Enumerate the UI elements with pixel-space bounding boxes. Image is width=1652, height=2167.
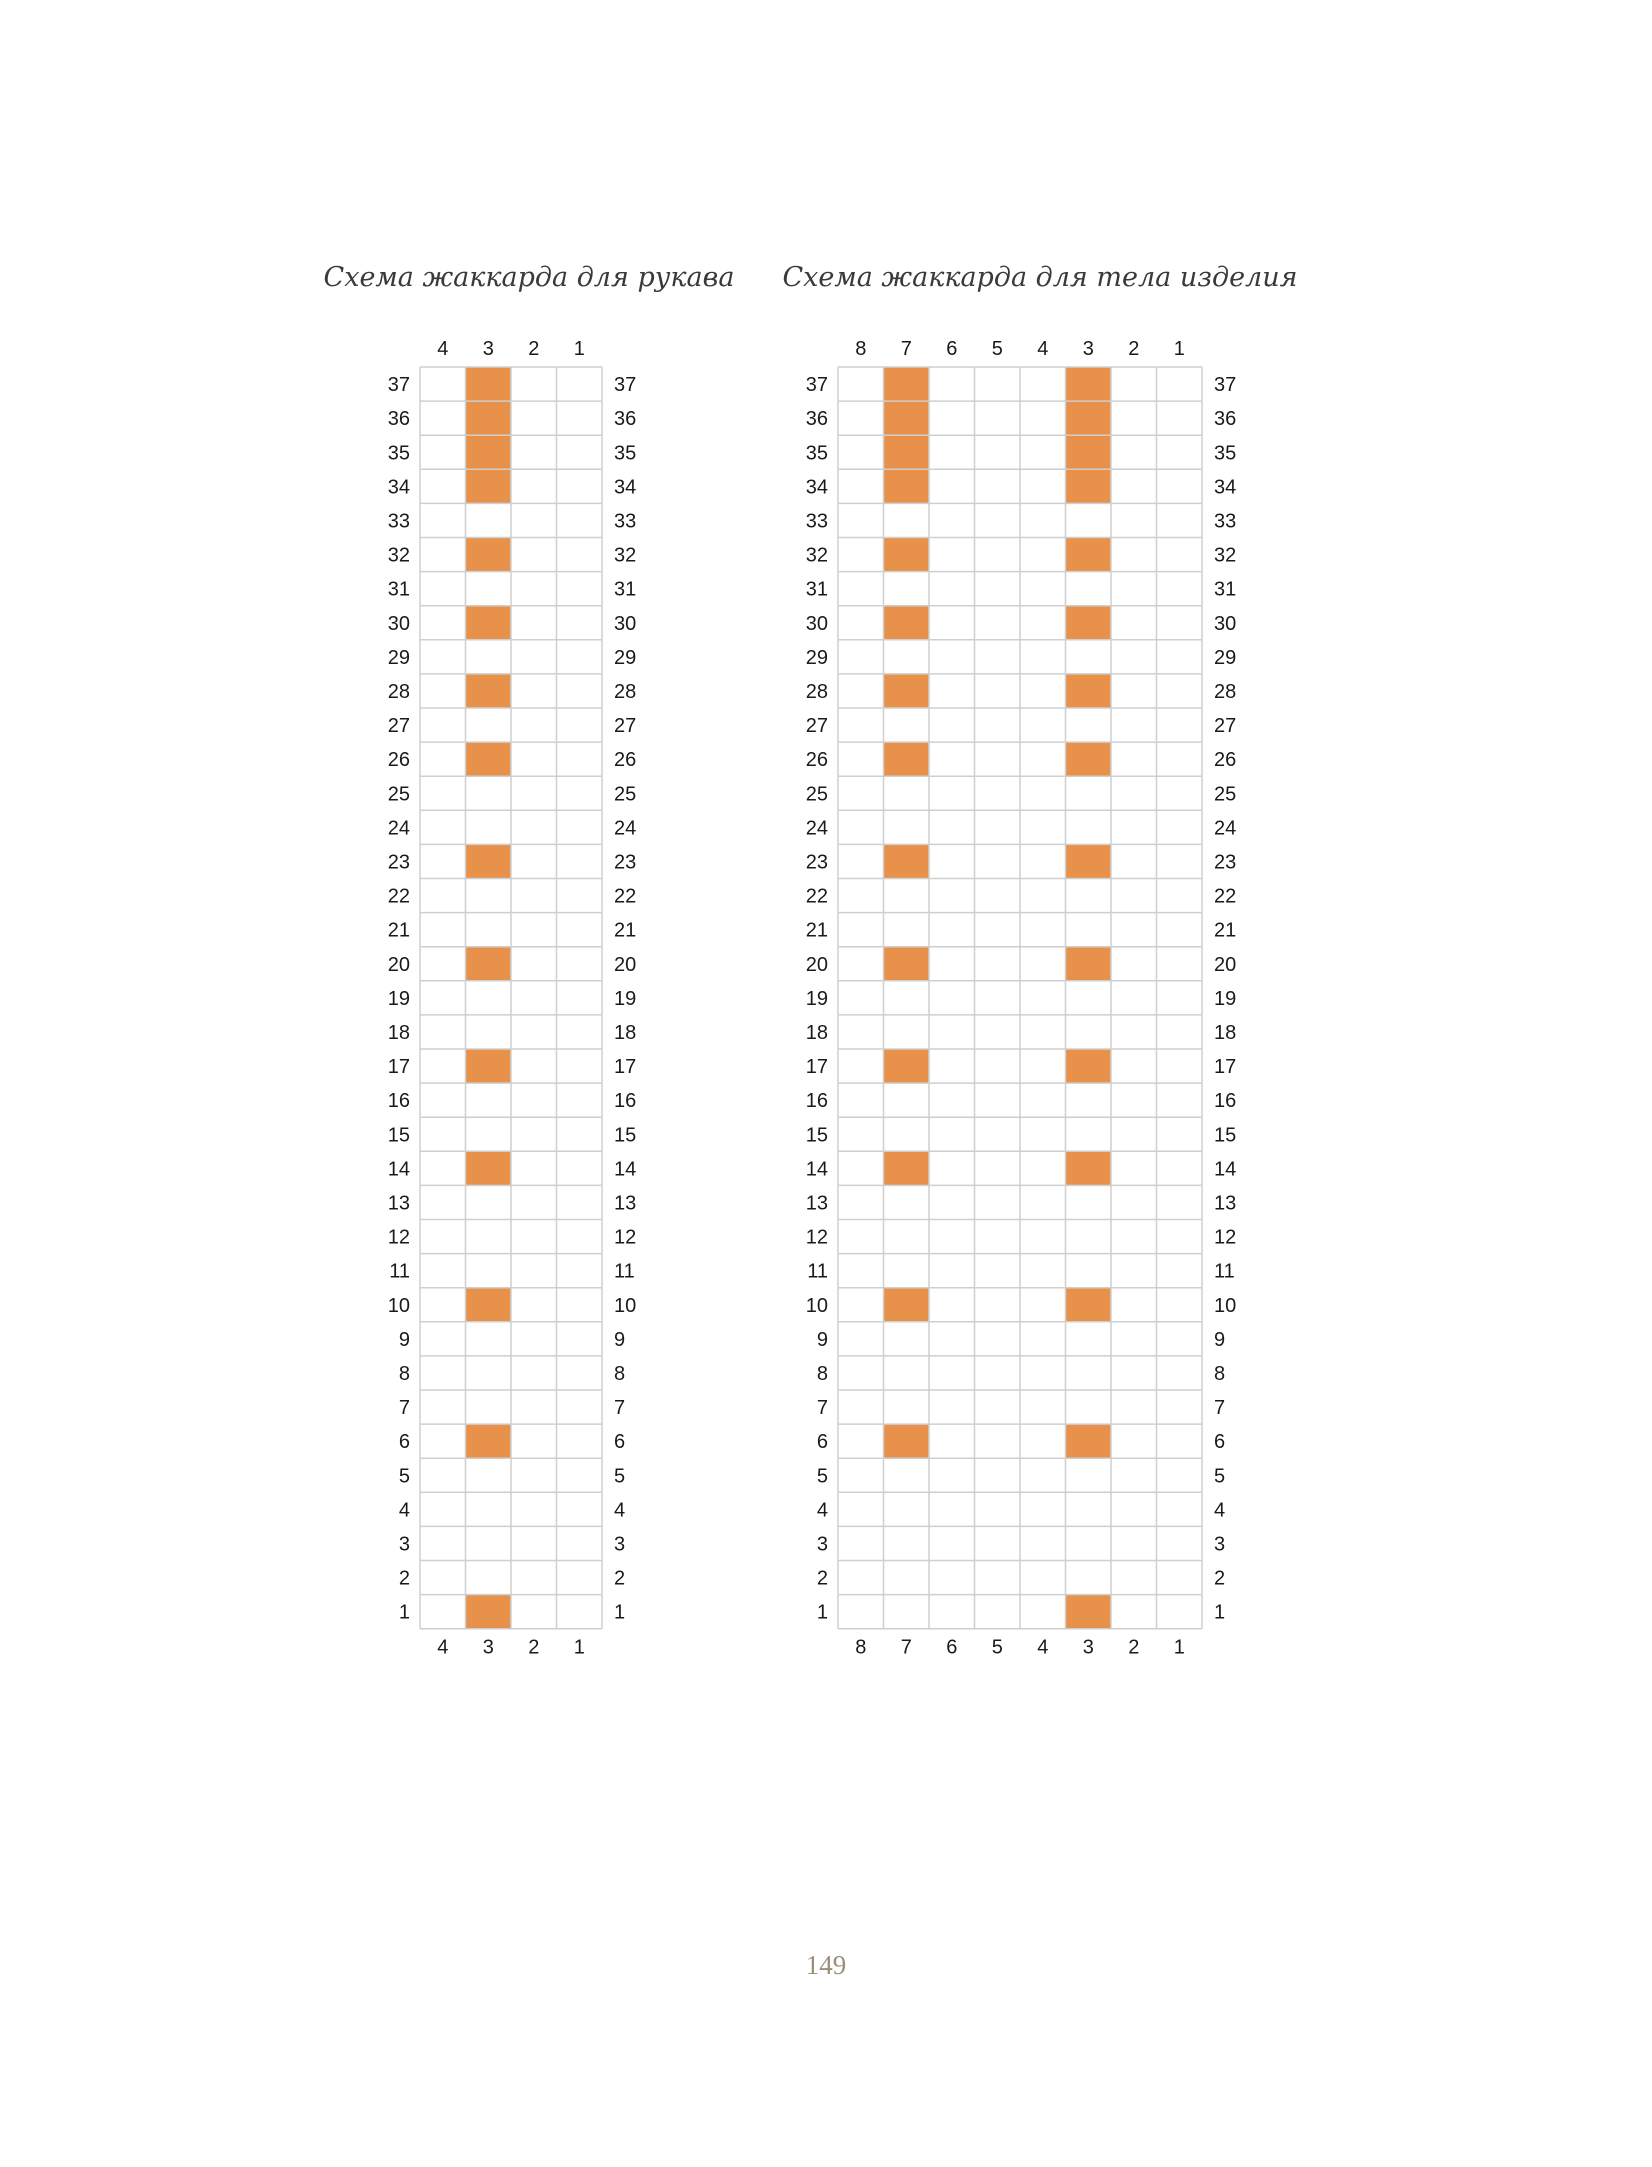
body-filled-cell [884, 947, 930, 981]
body-row-label: 18 [1214, 1021, 1237, 1044]
body-row-label: 22 [805, 885, 828, 908]
body-filled-cell [1066, 1151, 1112, 1185]
body-row-label: 7 [816, 1397, 828, 1420]
body-row-label: 23 [805, 851, 828, 874]
sleeve-filled-cell [466, 1049, 512, 1083]
body-filled-cell [884, 401, 930, 435]
body-row-label: 14 [1214, 1158, 1237, 1181]
body-column-label: 3 [1082, 1636, 1094, 1659]
sleeve-row-label: 34 [387, 476, 410, 499]
body-row-label: 9 [1214, 1328, 1226, 1351]
sleeve-row-label: 10 [614, 1294, 637, 1317]
body-row-label: 36 [805, 408, 828, 431]
body-row-label: 33 [805, 510, 828, 533]
sleeve-row-label: 6 [614, 1431, 626, 1454]
sleeve-row-label: 25 [614, 783, 637, 806]
sleeve-row-label: 37 [387, 374, 410, 397]
sleeve-row-label: 29 [614, 646, 637, 669]
sleeve-row-label: 9 [398, 1328, 410, 1351]
body-filled-cell [884, 469, 930, 503]
body-row-label: 30 [1214, 612, 1237, 635]
body-filled-cell [1066, 435, 1112, 469]
body-row-label: 21 [1214, 919, 1237, 942]
body-filled-cell [884, 1424, 930, 1458]
body-row-label: 29 [1214, 646, 1237, 669]
sleeve-filled-cell [466, 1424, 512, 1458]
sleeve-row-label: 4 [614, 1499, 626, 1522]
sleeve-row-label: 18 [387, 1021, 410, 1044]
body-filled-cell [1066, 538, 1112, 572]
body-row-label: 2 [816, 1567, 828, 1590]
body-column-label: 5 [991, 1636, 1003, 1659]
body-column-label: 4 [1037, 1636, 1049, 1659]
body-chart-title: Схема жаккарда для тела изделия [782, 262, 1298, 293]
sleeve-row-label: 21 [387, 919, 410, 942]
sleeve-row-label: 4 [398, 1499, 410, 1522]
sleeve-row-label: 26 [387, 749, 410, 772]
body-row-label: 13 [805, 1192, 828, 1215]
body-row-label: 26 [1214, 749, 1237, 772]
body-row-label: 30 [805, 612, 828, 635]
sleeve-row-label: 36 [614, 408, 637, 431]
sleeve-row-label: 13 [387, 1192, 410, 1215]
sleeve-row-label: 21 [614, 919, 637, 942]
sleeve-row-label: 12 [614, 1226, 637, 1249]
sleeve-row-label: 16 [614, 1090, 637, 1113]
sleeve-row-label: 14 [614, 1158, 637, 1181]
sleeve-filled-cell [466, 1151, 512, 1185]
sleeve-row-label: 29 [387, 646, 410, 669]
sleeve-row-label: 24 [387, 817, 410, 840]
sleeve-column-label: 1 [573, 338, 585, 360]
sleeve-row-label: 33 [387, 510, 410, 533]
sleeve-row-label: 36 [387, 408, 410, 431]
body-filled-cell [884, 742, 930, 776]
body-filled-cell [884, 1049, 930, 1083]
body-column-label: 1 [1173, 338, 1185, 360]
body-filled-cell [1066, 742, 1112, 776]
sleeve-row-label: 18 [614, 1021, 637, 1044]
body-filled-cell [1066, 844, 1112, 878]
body-filled-cell [1066, 674, 1112, 708]
body-row-label: 1 [816, 1601, 828, 1624]
sleeve-row-label: 3 [398, 1533, 410, 1556]
sleeve-filled-cell [466, 367, 512, 401]
sleeve-row-label: 8 [398, 1362, 410, 1385]
body-row-label: 29 [805, 646, 828, 669]
body-row-label: 3 [1214, 1533, 1226, 1556]
body-row-label: 10 [805, 1294, 828, 1317]
sleeve-row-label: 1 [398, 1601, 410, 1624]
body-column-label: 2 [1128, 338, 1140, 360]
sleeve-row-label: 11 [614, 1260, 635, 1283]
body-filled-cell [884, 606, 930, 640]
sleeve-row-label: 28 [614, 680, 637, 703]
body-row-label: 33 [1214, 510, 1237, 533]
body-column-label: 1 [1173, 1636, 1185, 1659]
body-column-label: 7 [900, 1636, 912, 1659]
body-column-label: 6 [946, 338, 958, 360]
body-row-label: 18 [805, 1021, 828, 1044]
body-row-label: 26 [805, 749, 828, 772]
sleeve-row-label: 7 [614, 1397, 626, 1420]
sleeve-row-label: 23 [387, 851, 410, 874]
body-row-label: 12 [805, 1226, 828, 1249]
body-row-label: 27 [1214, 715, 1237, 738]
sleeve-row-label: 2 [614, 1567, 626, 1590]
sleeve-filled-cell [466, 742, 512, 776]
sleeve-row-label: 5 [398, 1465, 410, 1488]
sleeve-row-label: 7 [398, 1397, 410, 1420]
body-row-label: 37 [805, 374, 828, 397]
sleeve-filled-cell [466, 606, 512, 640]
sleeve-column-label: 3 [482, 338, 494, 360]
sleeve-row-label: 30 [387, 612, 410, 635]
sleeve-column-label: 1 [573, 1636, 585, 1659]
body-row-label: 31 [1214, 578, 1237, 601]
sleeve-row-label: 37 [614, 374, 637, 397]
body-row-label: 32 [1214, 544, 1237, 567]
sleeve-filled-cell [466, 401, 512, 435]
sleeve-row-label: 10 [387, 1294, 410, 1317]
body-row-label: 27 [805, 715, 828, 738]
body-row-label: 31 [805, 578, 828, 601]
sleeve-row-label: 8 [614, 1362, 626, 1385]
body-column-label: 7 [900, 338, 912, 360]
body-filled-cell [1066, 367, 1112, 401]
sleeve-filled-cell [466, 469, 512, 503]
body-row-label: 6 [1214, 1431, 1226, 1454]
sleeve-row-label: 17 [614, 1056, 637, 1079]
sleeve-filled-cell [466, 844, 512, 878]
body-filled-cell [1066, 469, 1112, 503]
sleeve-filled-cell [466, 1288, 512, 1322]
body-filled-cell [1066, 606, 1112, 640]
sleeve-filled-cell [466, 674, 512, 708]
sleeve-column-label: 4 [437, 1636, 449, 1659]
body-filled-cell [1066, 1424, 1112, 1458]
body-row-label: 10 [1214, 1294, 1237, 1317]
body-column-label: 8 [855, 338, 867, 360]
sleeve-row-label: 27 [387, 715, 410, 738]
sleeve-row-label: 31 [614, 578, 637, 601]
sleeve-row-label: 30 [614, 612, 637, 635]
body-row-label: 20 [1214, 953, 1237, 976]
body-row-label: 20 [805, 953, 828, 976]
body-row-label: 34 [805, 476, 828, 499]
sleeve-row-label: 20 [387, 953, 410, 976]
body-row-label: 28 [805, 680, 828, 703]
sleeve-row-label: 32 [614, 544, 637, 567]
body-row-label: 17 [805, 1056, 828, 1079]
body-row-label: 14 [805, 1158, 828, 1181]
sleeve-row-label: 6 [398, 1431, 410, 1454]
sleeve-row-label: 20 [614, 953, 637, 976]
body-row-label: 25 [1214, 783, 1237, 806]
body-row-label: 15 [1214, 1124, 1237, 1147]
body-filled-cell [884, 435, 930, 469]
body-filled-cell [884, 1151, 930, 1185]
page-number: 149 [805, 1950, 847, 1980]
body-row-label: 16 [805, 1090, 828, 1113]
body-row-label: 21 [805, 919, 828, 942]
body-filled-cell [1066, 1288, 1112, 1322]
sleeve-row-label: 13 [614, 1192, 637, 1215]
body-row-label: 17 [1214, 1056, 1237, 1079]
sleeve-row-label: 28 [387, 680, 410, 703]
body-row-label: 12 [1214, 1226, 1237, 1249]
body-row-label: 5 [816, 1465, 828, 1488]
sleeve-filled-cell [466, 435, 512, 469]
sleeve-row-label: 35 [614, 442, 637, 465]
body-column-label: 3 [1082, 338, 1094, 360]
body-filled-cell [884, 538, 930, 572]
body-row-label: 24 [805, 817, 828, 840]
body-row-label: 4 [1214, 1499, 1226, 1522]
body-row-label: 36 [1214, 408, 1237, 431]
sleeve-row-label: 15 [387, 1124, 410, 1147]
sleeve-row-label: 5 [614, 1465, 626, 1488]
sleeve-row-label: 25 [387, 783, 410, 806]
sleeve-row-label: 16 [387, 1090, 410, 1113]
sleeve-row-label: 14 [387, 1158, 410, 1181]
body-row-label: 16 [1214, 1090, 1237, 1113]
body-filled-cell [884, 844, 930, 878]
sleeve-row-label: 9 [614, 1328, 626, 1351]
body-row-label: 19 [805, 987, 828, 1010]
sleeve-row-label: 35 [387, 442, 410, 465]
sleeve-row-label: 19 [614, 987, 637, 1010]
sleeve-row-label: 24 [614, 817, 637, 840]
body-filled-cell [884, 1288, 930, 1322]
body-filled-cell [884, 367, 930, 401]
body-row-label: 7 [1214, 1397, 1226, 1420]
body-row-label: 35 [805, 442, 828, 465]
sleeve-row-label: 31 [387, 578, 410, 601]
body-filled-cell [1066, 1049, 1112, 1083]
sleeve-chart-title: Схема жаккарда для рукава [323, 262, 735, 293]
sleeve-filled-cell [466, 1595, 512, 1629]
body-column-label: 5 [991, 338, 1003, 360]
body-row-label: 9 [816, 1328, 828, 1351]
body-row-label: 1 [1214, 1601, 1226, 1624]
sleeve-column-label: 2 [528, 1636, 540, 1659]
sleeve-filled-cell [466, 538, 512, 572]
sleeve-row-label: 15 [614, 1124, 637, 1147]
body-column-label: 8 [855, 1636, 867, 1659]
sleeve-row-label: 34 [614, 476, 637, 499]
body-column-label: 6 [946, 1636, 958, 1659]
sleeve-row-label: 23 [614, 851, 637, 874]
body-row-label: 23 [1214, 851, 1237, 874]
sleeve-row-label: 27 [614, 715, 637, 738]
sleeve-row-label: 26 [614, 749, 637, 772]
body-row-label: 19 [1214, 987, 1237, 1010]
body-row-label: 2 [1214, 1567, 1226, 1590]
body-row-label: 11 [1214, 1260, 1235, 1283]
sleeve-column-label: 3 [482, 1636, 494, 1659]
sleeve-row-label: 1 [614, 1601, 626, 1624]
body-filled-cell [1066, 1595, 1112, 1629]
sleeve-row-label: 33 [614, 510, 637, 533]
body-filled-cell [1066, 947, 1112, 981]
sleeve-row-label: 17 [387, 1056, 410, 1079]
body-row-label: 25 [805, 783, 828, 806]
body-row-label: 13 [1214, 1192, 1237, 1215]
body-row-label: 4 [816, 1499, 828, 1522]
body-row-label: 3 [816, 1533, 828, 1556]
sleeve-row-label: 12 [387, 1226, 410, 1249]
body-row-label: 37 [1214, 374, 1237, 397]
body-row-label: 28 [1214, 680, 1237, 703]
sleeve-row-label: 22 [387, 885, 410, 908]
body-filled-cell [884, 674, 930, 708]
body-row-label: 8 [816, 1362, 828, 1385]
body-row-label: 15 [805, 1124, 828, 1147]
body-row-label: 5 [1214, 1465, 1226, 1488]
sleeve-row-label: 2 [398, 1567, 410, 1590]
body-column-label: 2 [1128, 1636, 1140, 1659]
body-row-label: 34 [1214, 476, 1237, 499]
body-row-label: 6 [816, 1431, 828, 1454]
body-row-label: 32 [805, 544, 828, 567]
sleeve-column-label: 4 [437, 338, 449, 360]
sleeve-filled-cell [466, 947, 512, 981]
body-row-label: 8 [1214, 1362, 1226, 1385]
body-filled-cell [1066, 401, 1112, 435]
body-row-label: 24 [1214, 817, 1237, 840]
sleeve-row-label: 3 [614, 1533, 626, 1556]
sleeve-column-label: 2 [528, 338, 540, 360]
sleeve-row-label: 11 [389, 1260, 410, 1283]
sleeve-row-label: 19 [387, 987, 410, 1010]
body-row-label: 35 [1214, 442, 1237, 465]
sleeve-row-label: 22 [614, 885, 637, 908]
sleeve-row-label: 32 [387, 544, 410, 567]
body-row-label: 11 [807, 1260, 828, 1283]
body-row-label: 22 [1214, 885, 1237, 908]
body-column-label: 4 [1037, 338, 1049, 360]
